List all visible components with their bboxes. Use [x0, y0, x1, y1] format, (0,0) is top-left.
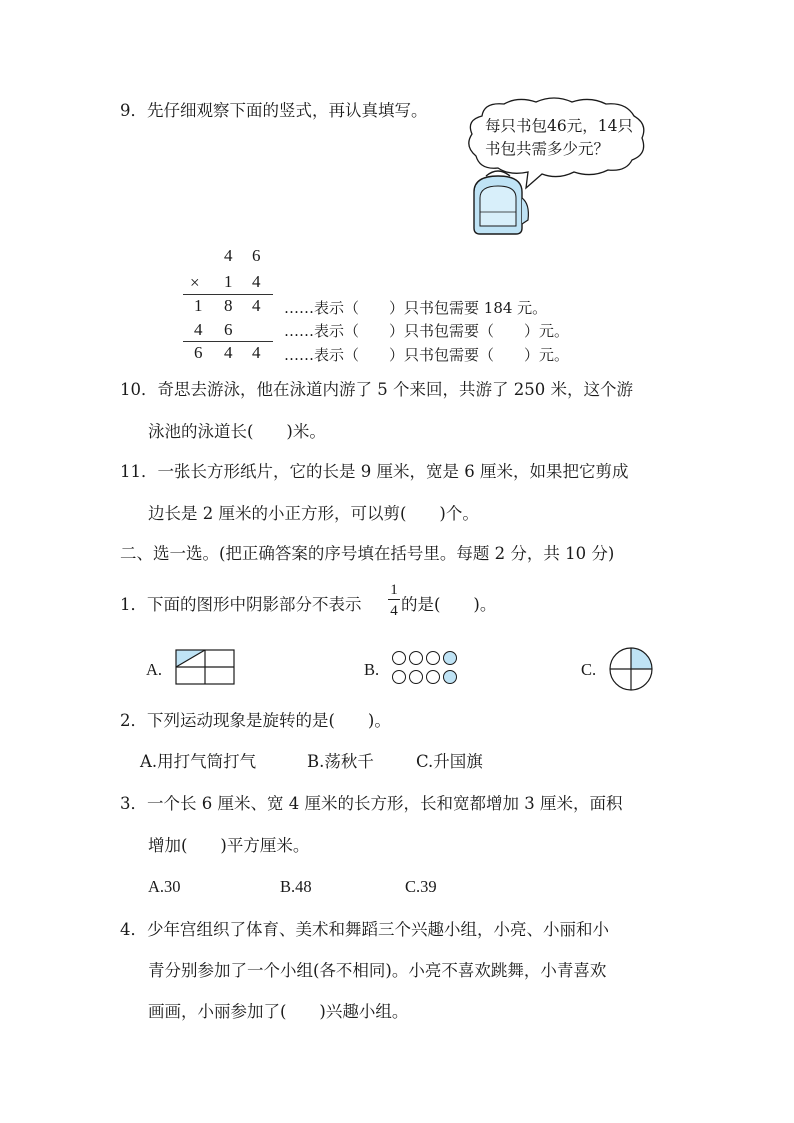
calc-r1-d2: 6 [252, 246, 261, 265]
calc-line-1 [183, 294, 273, 295]
calc-r5-d3: 4 [252, 343, 261, 362]
calc-r5-d1: 6 [194, 343, 203, 362]
mc3-option-a: A.30 [148, 877, 181, 896]
calc-r4-d1: 4 [194, 320, 203, 339]
section-heading: 二、选一选。(把正确答案的序号填在括号里。每题 2 分，共 10 分) [120, 544, 615, 563]
mc1-stem-b: 的是( )。 [401, 595, 497, 614]
q10-line1: 10．奇思去游泳，他在泳道内游了 5 个来回，共游了 250 米，这个游 [120, 380, 633, 399]
mc1-option-a-label: A. [146, 660, 163, 679]
fraction-denominator: 4 [390, 603, 398, 619]
mc3-line2: 增加( )平方厘米。 [148, 836, 310, 855]
mc3-option-c: C.39 [405, 877, 437, 896]
backpack-icon [464, 168, 534, 240]
mc3-option-b: B.48 [280, 877, 312, 896]
fraction-numerator: 1 [390, 582, 398, 598]
mc4-line1: 4．少年宫组织了体育、美术和舞蹈三个兴趣小组，小亮、小丽和小 [120, 920, 609, 939]
calc-r3-d2: 8 [224, 296, 233, 315]
q11-line1: 11．一张长方形纸片，它的长是 9 厘米，宽是 6 厘米，如果把它剪成 [120, 462, 629, 481]
mc3-line1: 3．一个长 6 厘米、宽 4 厘米的长方形，长和宽都增加 3 厘米，面积 [120, 794, 623, 813]
calc-r3-d3: 4 [252, 296, 261, 315]
circles-figure [391, 650, 461, 686]
calc-r5-d2: 4 [224, 343, 233, 362]
fraction-bar [388, 599, 400, 600]
bubble-text-line1: 每只书包46元，14只 [485, 117, 633, 135]
q11-line2: 边长是 2 厘米的小正方形，可以剪( )个。 [148, 504, 479, 523]
rectangle-figure [175, 649, 235, 685]
calc-line-2 [183, 341, 273, 342]
calc-operator: × [190, 273, 200, 292]
calc-note-3: ……表示（ ）只书包需要（ ）元。 [284, 346, 570, 364]
q9-question: 9．先仔细观察下面的竖式，再认真填写。 [120, 101, 428, 120]
mc1-stem-a: 1．下面的图形中阴影部分不表示 [120, 595, 362, 614]
mc2-option-b: B.荡秋千 [307, 752, 374, 771]
q10-line2: 泳池的泳道长( )米。 [148, 422, 326, 441]
calc-r1-d1: 4 [224, 246, 233, 265]
mc1-option-b-label: B. [364, 660, 380, 679]
mc4-line2: 青分别参加了一个小组(各不相同)。小亮不喜欢跳舞，小青喜欢 [148, 961, 607, 980]
mc2-stem: 2．下列运动现象是旋转的是( )。 [120, 711, 391, 730]
calc-note-2: ……表示（ ）只书包需要（ ）元。 [284, 322, 570, 340]
calc-note-1: ……表示（ ）只书包需要 184 元。 [284, 299, 548, 317]
bubble-text-line2: 书包共需多少元？ [485, 140, 610, 158]
calc-r2-d1: 1 [224, 272, 233, 291]
calc-r3-d1: 1 [194, 296, 203, 315]
mc2-option-a: A.用打气筒打气 [140, 752, 257, 771]
circle-quarter-figure [608, 646, 654, 692]
mc2-option-c: C.升国旗 [416, 752, 483, 771]
calc-r4-d2: 6 [224, 320, 233, 339]
mc1-option-c-label: C. [581, 660, 597, 679]
calc-r2-d2: 4 [252, 272, 261, 291]
mc4-line3: 画画，小丽参加了( )兴趣小组。 [148, 1002, 409, 1021]
